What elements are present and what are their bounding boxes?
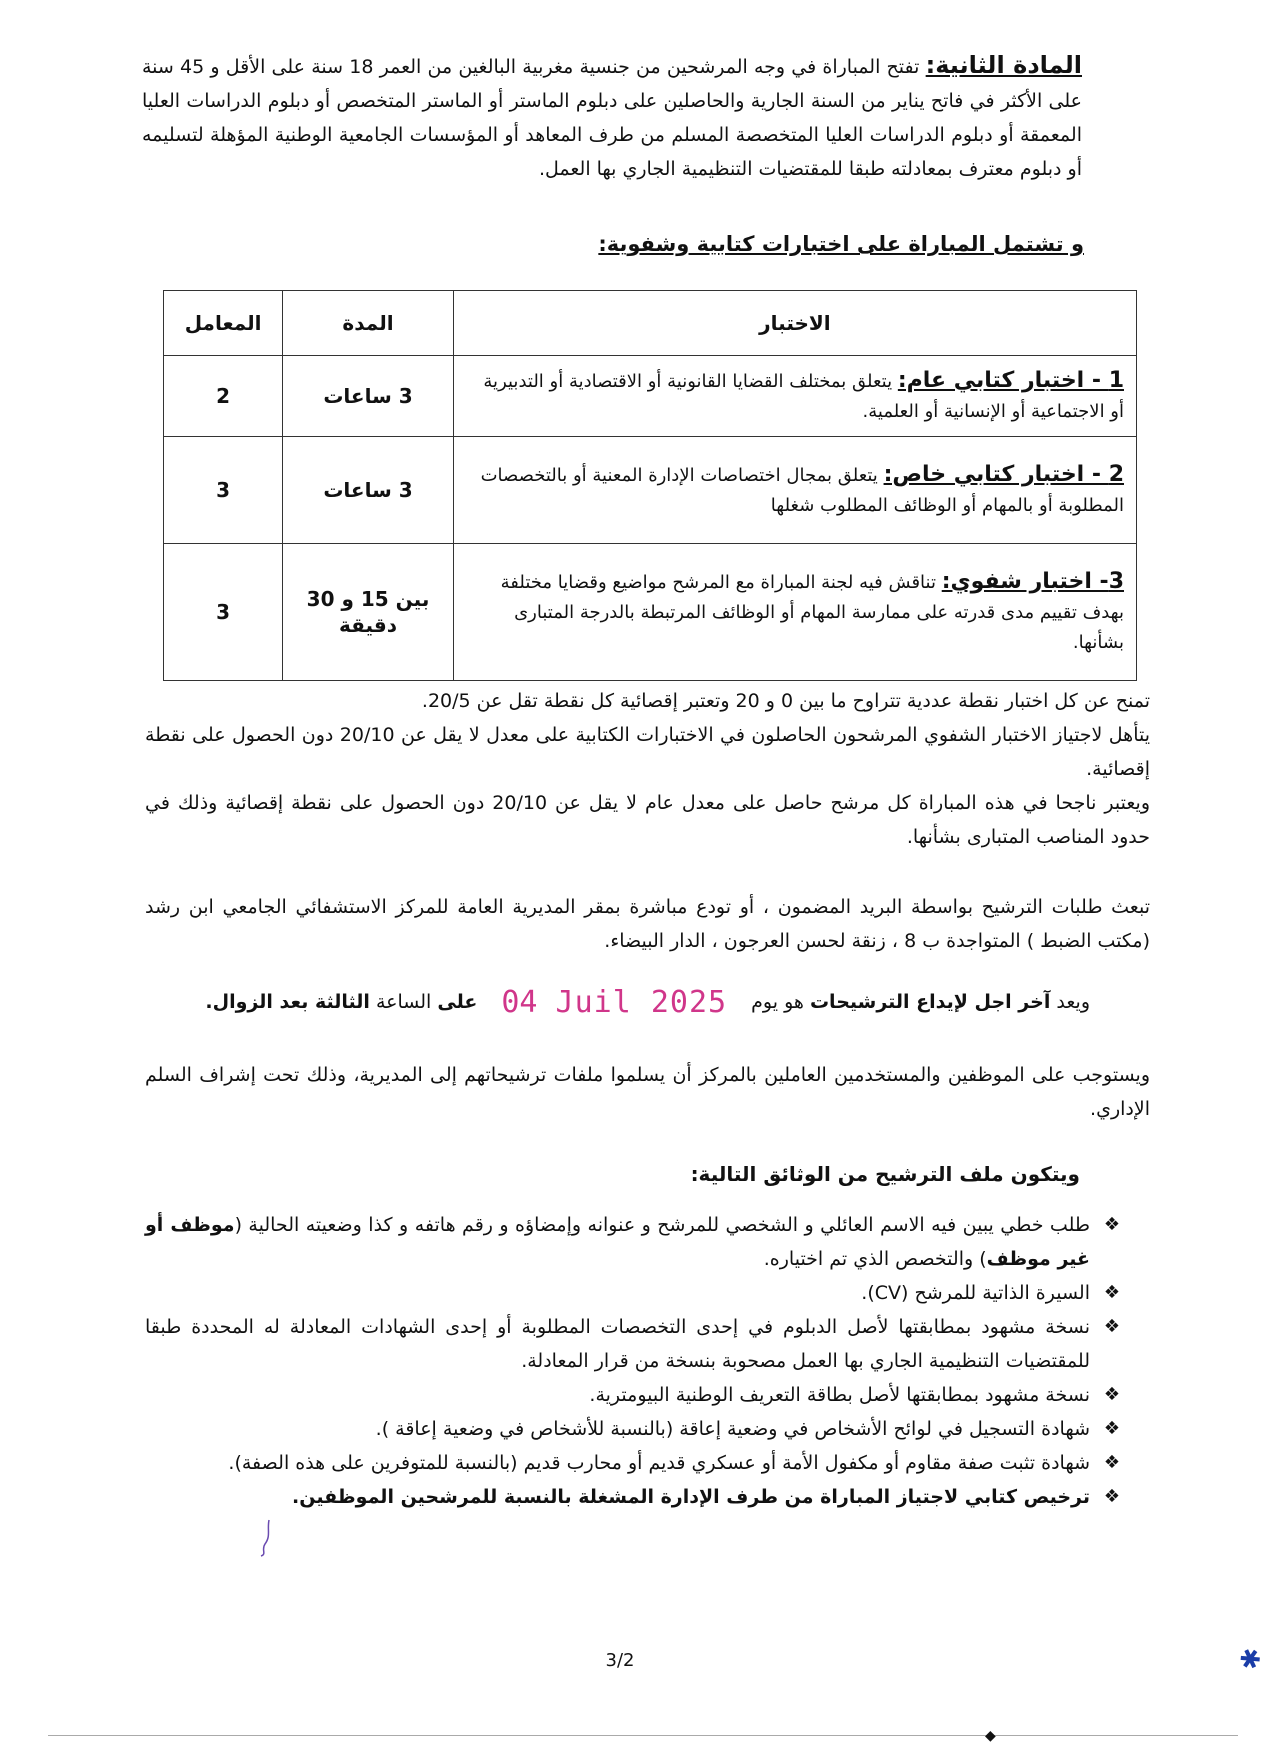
- test-title: 2 - اختبار كتابي خاص:: [883, 461, 1124, 487]
- deadline-line: [180, 985, 1090, 1020]
- deadline-at: على: [437, 991, 478, 1013]
- diamond-bullet-icon: ❖: [1103, 1452, 1120, 1473]
- scoring-paragraph-2: يتأهل لاجتياز الاختبار الشفوي المرشحون الحاصلون في الاختبارات الكتابية على معدل لا يقل عن 20/10 دون الحصول على نقطة إقصائية.: [145, 724, 1151, 780]
- list-item: [145, 1310, 1120, 1378]
- item-text: شهادة تثبت صفة مقاوم أو مكفول الأمة أو عسكري قديم أو محارب قديم (بالنسبة للمتوفرين على هذه الصفة).: [228, 1452, 1090, 1474]
- duration-cell: 3 ساعات: [283, 356, 454, 437]
- item-text: السيرة الذاتية للمرشح (CV).: [861, 1282, 1090, 1304]
- list-item: [145, 1446, 1120, 1480]
- coefficient-cell: 2: [164, 356, 283, 437]
- documents-heading: ويتكون ملف الترشيح من الوثائق التالية:: [690, 1162, 1080, 1186]
- test-cell: [453, 437, 1136, 544]
- list-item: [145, 1378, 1120, 1412]
- table-header-row: [164, 291, 1137, 356]
- item-text: ) والتخصص الذي تم اختياره.: [763, 1248, 987, 1270]
- exams-table: [163, 290, 1137, 681]
- header-duration: المدة: [283, 291, 454, 356]
- submission-paragraph: تبعث طلبات الترشيح بواسطة البريد المضمون ، أو تودع مباشرة بمقر المديرية العامة للمركز الاستشفائي الجامعي ابن رشد (مكتب الضبط ) المتواجدة ب 8 ، زنقة لحسن العرجون ، الدار البيضاء.: [145, 896, 1150, 952]
- item-text: طلب خطي يبين فيه الاسم العائلي و الشخصي للمرشح و عنوانه وإمضاؤه و رقم هاتفه و كذا وضعيته الحالية (: [234, 1214, 1090, 1236]
- item-text: نسخة مشهود بمطابقتها لأصل بطاقة التعريف الوطنية البيومترية.: [589, 1384, 1090, 1406]
- coefficient-cell: 3: [164, 437, 283, 544]
- duration-cell: بين 15 و 30 دقيقة: [283, 544, 454, 681]
- test-title: 3- اختبار شفوي:: [941, 568, 1124, 594]
- deadline-time-label: الساعة: [375, 991, 432, 1013]
- list-item: [145, 1412, 1120, 1446]
- test-description: تناقش فيه لجنة المباراة مع المرشح مواضيع وقضايا مختلفة بهدف تقييم مدى قدرته على ممارسة المهام أو الوظائف المرتبطة بالدرجة المتبارى بشأنها.: [500, 571, 1124, 653]
- deadline-day-word: هو يوم: [751, 991, 804, 1013]
- table-row: [164, 544, 1137, 681]
- footer-dot-icon: ◆: [985, 1728, 996, 1744]
- margin-mark-icon: ✱: [1234, 1641, 1268, 1679]
- documents-list: [145, 1208, 1120, 1514]
- coefficient-cell: 3: [164, 544, 283, 681]
- header-coefficient: المعامل: [164, 291, 283, 356]
- page-number: 3/2: [605, 1650, 635, 1671]
- diamond-bullet-icon: ❖: [1103, 1486, 1120, 1507]
- duration-cell: 3 ساعات: [283, 437, 454, 544]
- item-text: نسخة مشهود بمطابقتها لأصل الدبلوم في إحدى التخصصات المطلوبة أو إحدى الشهادات المعادلة له المحددة طبقا للمقتضيات التنظيمية الجاري بها العمل مصحوبة بنسخة من قرار المعادلة.: [145, 1316, 1090, 1372]
- diamond-bullet-icon: ❖: [1103, 1316, 1120, 1337]
- item-text: شهادة التسجيل في لوائح الأشخاص في وضعية إعاقة (بالنسبة للأشخاص في وضعية إعاقة ).: [375, 1418, 1090, 1440]
- deadline-time: الثالثة بعد الزوال.: [205, 991, 370, 1013]
- date-stamp: 04 Juil 2025: [501, 984, 728, 1020]
- deadline-prefix: ويعد: [1056, 991, 1090, 1013]
- item-emphasis: موظف أو غير موظف: [145, 1214, 1090, 1270]
- item-text: ترخيص كتابي لاجتياز المباراة من طرف الإدارة المشغلة بالنسبة للمرشحين الموظفين.: [292, 1486, 1090, 1508]
- table-row: [164, 356, 1137, 437]
- handwritten-initial-icon: [255, 1518, 275, 1558]
- diamond-bullet-icon: ❖: [1103, 1384, 1120, 1405]
- scoring-section: [145, 684, 1150, 854]
- tests-heading: و تشتمل المباراة على اختبارات كتابية وشفوية:: [598, 232, 1084, 256]
- diamond-bullet-icon: ❖: [1103, 1214, 1120, 1235]
- article-2-title: المادة الثانية:: [925, 51, 1082, 79]
- footer-divider: [48, 1735, 1238, 1736]
- scoring-paragraph-1: تمنح عن كل اختبار نقطة عددية تتراوح ما بين 0 و 20 وتعتبر إقصائية كل نقطة تقل عن 20/5.: [421, 690, 1150, 712]
- diamond-bullet-icon: ❖: [1103, 1418, 1120, 1439]
- list-item: [145, 1276, 1120, 1310]
- diamond-bullet-icon: ❖: [1103, 1282, 1120, 1303]
- scoring-paragraph-3: ويعتبر ناجحا في هذه المباراة كل مرشح حاصل على معدل عام لا يقل عن 20/10 دون الحصول على نقطة إقصائية وذلك في حدود المناصب المتبارى بشأنها.: [145, 792, 1150, 848]
- list-item: [145, 1480, 1120, 1514]
- list-item: [145, 1208, 1120, 1276]
- test-description: يتعلق بمجال اختصاصات الإدارة المعنية أو بالتخصصات المطلوبة أو بالمهام أو الوظائف المطلوب شغلها: [480, 464, 1124, 516]
- article-2-text: تفتح المباراة في وجه المرشحين من جنسية مغربية البالغين من العمر 18 سنة على الأقل و 45 سنة على الأكثر في فاتح يناير من السنة الجارية والحاصلين على دبلوم الماستر أو الماستر المتخصص أو دبلوم الدراسات العليا المعمقة أو دبلوم الدراسات العليا المتخصصة المسلم من طرف المعاهد أو المؤسسات الجامعية الوطنية المؤهلة لتسليمه أو دبلوم معترف بمعادلته طبقا للمقتضيات التنظيمية الجاري بها العمل.: [142, 56, 1082, 180]
- test-cell: [453, 356, 1136, 437]
- table-row: [164, 437, 1137, 544]
- deadline-label: آخر اجل لإيداع الترشيحات: [809, 991, 1051, 1013]
- test-title: 1 - اختبار كتابي عام:: [897, 367, 1124, 393]
- test-description: يتعلق بمختلف القضايا القانونية أو الاقتصادية أو التدبيرية أو الاجتماعية أو الإنسانية أو العلمية.: [483, 370, 1124, 422]
- staff-paragraph: ويستوجب على الموظفين والمستخدمين العاملين بالمركز أن يسلموا ملفات ترشيحاتهم إلى المديرية، وذلك تحت إشراف السلم الإداري.: [145, 1064, 1150, 1120]
- header-test: الاختبار: [453, 291, 1136, 356]
- test-cell: [453, 544, 1136, 681]
- article-2-paragraph: [142, 48, 1082, 186]
